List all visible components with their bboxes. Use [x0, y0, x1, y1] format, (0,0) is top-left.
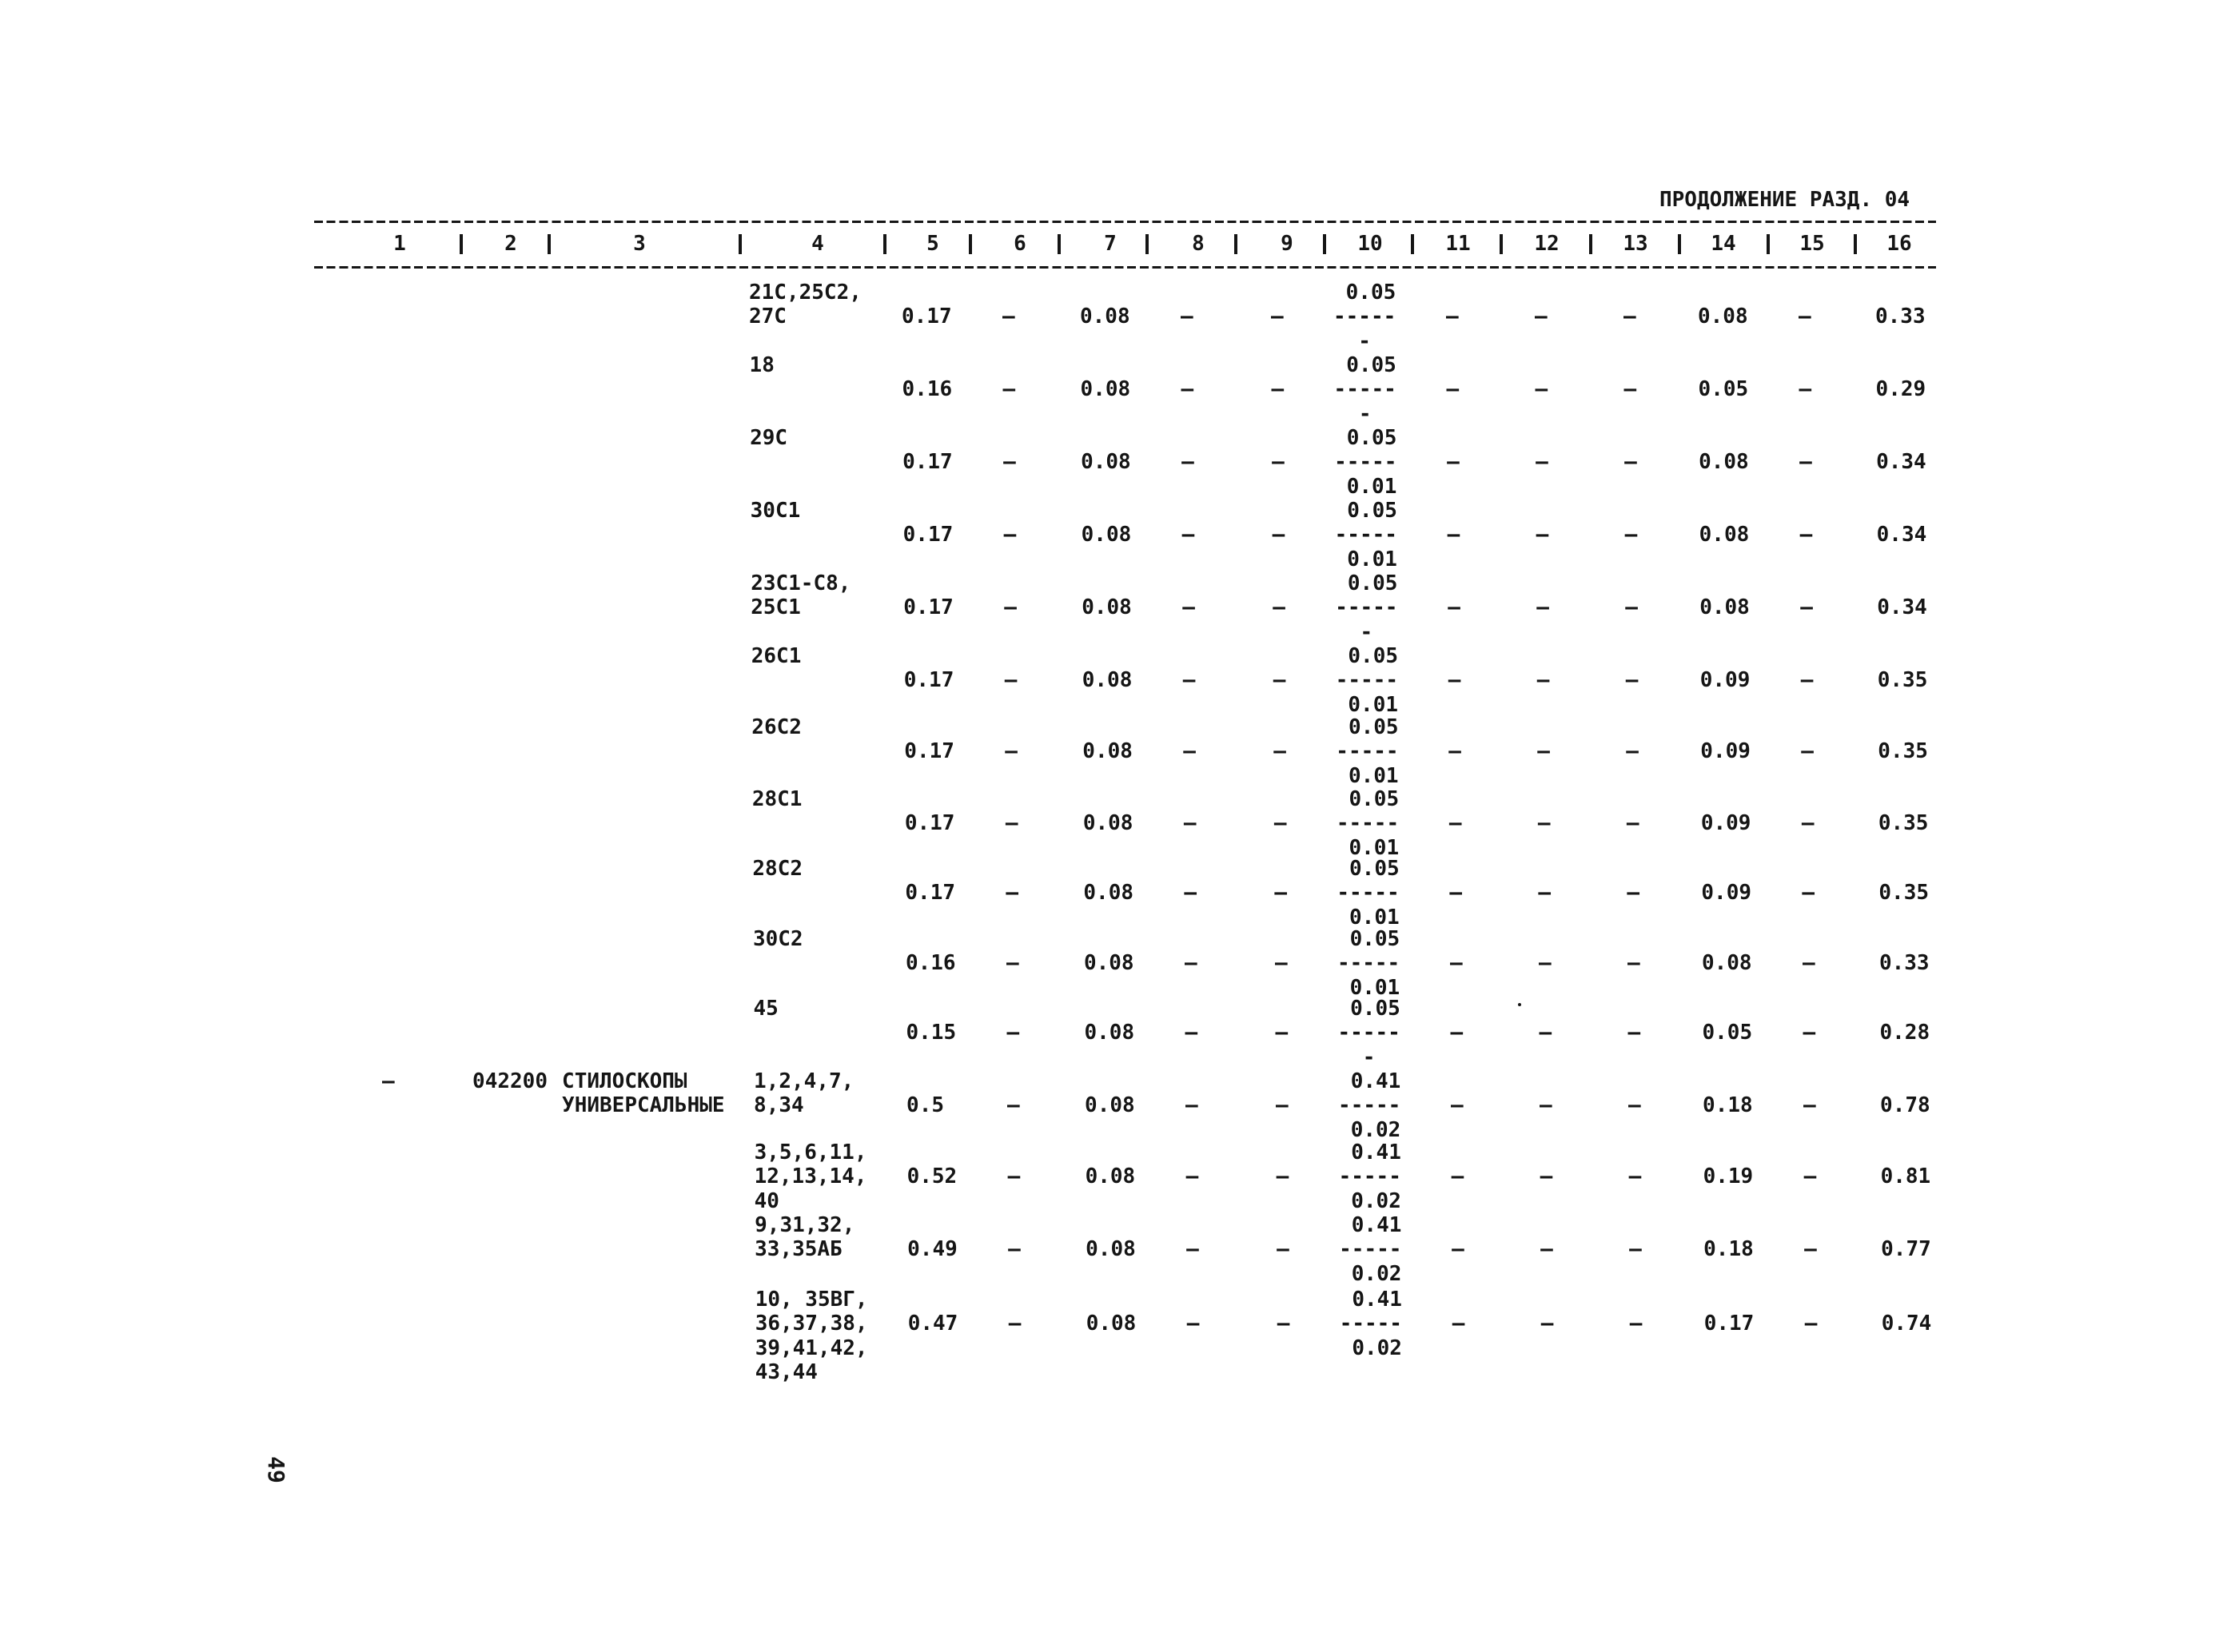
- column-7-value: 0.08: [1086, 1237, 1136, 1262]
- column-separator: [1323, 234, 1326, 254]
- variant-line: 43,44: [755, 1359, 818, 1384]
- page-number: 49: [263, 1456, 289, 1483]
- column-number-5: 5: [926, 232, 939, 256]
- column-5-value: 0.49: [907, 1237, 958, 1262]
- column-6-value: –: [1004, 668, 1018, 693]
- variant-line: 27С: [749, 305, 787, 329]
- column-9-value: –: [1277, 1237, 1289, 1262]
- column-12-value: –: [1536, 668, 1550, 693]
- column-13-value: –: [1626, 811, 1639, 836]
- column-8-value: –: [1186, 1237, 1199, 1262]
- column-15-value: –: [1799, 377, 1812, 402]
- column-14-value: 0.08: [1698, 305, 1748, 329]
- column-7-value: 0.08: [1080, 377, 1131, 402]
- column-10-fraction-bar: -----: [1334, 450, 1397, 475]
- column-10-denominator: -: [1360, 619, 1373, 644]
- column-8-value: –: [1183, 739, 1196, 764]
- item-marker: –: [382, 1069, 395, 1093]
- column-10-numerator: 0.41: [1350, 1069, 1401, 1093]
- column-separator: [969, 234, 972, 254]
- item-name-line: СТИЛОСКОПЫ: [562, 1069, 687, 1093]
- column-11-value: –: [1448, 668, 1461, 693]
- column-7-value: 0.08: [1085, 1164, 1136, 1189]
- column-16-value: 0.77: [1881, 1237, 1931, 1262]
- column-15-value: –: [1802, 951, 1815, 976]
- column-15-value: –: [1803, 1021, 1816, 1045]
- column-10-fraction-bar: -----: [1337, 1021, 1400, 1045]
- column-number-6: 6: [1014, 232, 1026, 256]
- column-9-value: –: [1275, 1021, 1289, 1045]
- column-14-value: 0.08: [1699, 450, 1749, 475]
- column-12-value: –: [1537, 811, 1551, 836]
- column-10-fraction-bar: -----: [1333, 377, 1396, 402]
- column-11-value: –: [1448, 739, 1461, 764]
- column-13-value: –: [1625, 595, 1638, 620]
- column-10-fraction-bar: -----: [1334, 523, 1397, 547]
- table-header-rule: [314, 266, 1936, 269]
- column-12-value: –: [1540, 1237, 1553, 1262]
- column-5-value: 0.17: [902, 450, 953, 475]
- column-13-value: –: [1624, 450, 1637, 475]
- column-7-value: 0.08: [1086, 1312, 1137, 1336]
- column-separator: [1411, 234, 1414, 254]
- column-16-value: 0.34: [1876, 450, 1926, 475]
- column-9-value: –: [1271, 305, 1284, 329]
- column-7-value: 0.08: [1085, 1093, 1135, 1118]
- column-9-value: –: [1271, 377, 1285, 402]
- column-separator: [1234, 234, 1237, 254]
- column-8-value: –: [1184, 951, 1197, 976]
- column-8-value: –: [1184, 881, 1197, 906]
- column-13-value: –: [1626, 739, 1639, 764]
- column-6-value: –: [1007, 1164, 1021, 1189]
- column-number-14: 14: [1711, 232, 1736, 256]
- column-10-fraction-bar: -----: [1337, 951, 1400, 976]
- column-10-numerator: 0.05: [1349, 927, 1400, 951]
- column-6-value: –: [1004, 595, 1017, 620]
- column-13-value: –: [1628, 1093, 1641, 1118]
- column-separator: [1678, 234, 1681, 254]
- column-6-value: –: [1002, 377, 1016, 402]
- variant-line: 3,5,6,11,: [754, 1140, 867, 1164]
- column-16-value: 0.28: [1879, 1021, 1930, 1045]
- column-10-denominator: 0.02: [1350, 1117, 1401, 1142]
- column-13-value: –: [1627, 881, 1640, 906]
- column-16-value: 0.74: [1881, 1312, 1932, 1336]
- column-14-value: 0.08: [1701, 951, 1752, 976]
- column-10-numerator: 0.05: [1347, 499, 1397, 523]
- column-11-value: –: [1452, 1312, 1465, 1336]
- column-5-value: 0.52: [906, 1164, 958, 1189]
- column-12-value: –: [1535, 305, 1548, 329]
- variant-line: 45: [753, 997, 779, 1021]
- column-11-value: –: [1450, 1021, 1464, 1045]
- column-8-value: –: [1183, 811, 1197, 836]
- column-5-value: 0.16: [902, 377, 953, 402]
- column-11-value: –: [1451, 1093, 1464, 1118]
- section-continuation-title: ПРОДОЛЖЕНИЕ РАЗД. 04: [1659, 188, 1910, 212]
- column-15-value: –: [1804, 1237, 1817, 1262]
- variant-line: 25С1: [751, 595, 801, 620]
- column-10-numerator: 0.05: [1346, 426, 1397, 450]
- column-8-value: –: [1185, 1093, 1198, 1118]
- variant-line: 40: [754, 1188, 779, 1213]
- variant-line: 39,41,42,: [755, 1336, 868, 1360]
- column-separator: [1854, 234, 1857, 254]
- column-6-value: –: [1005, 811, 1018, 836]
- column-5-value: 0.17: [902, 305, 952, 329]
- column-10-numerator: 0.05: [1345, 281, 1396, 305]
- column-number-13: 13: [1623, 232, 1648, 256]
- column-separator: [739, 234, 742, 254]
- column-number-15: 15: [1799, 232, 1825, 256]
- column-9-value: –: [1276, 1093, 1289, 1118]
- column-11-value: –: [1451, 1164, 1464, 1189]
- column-10-fraction-bar: -----: [1335, 668, 1399, 693]
- column-12-value: –: [1535, 377, 1548, 402]
- column-14-value: 0.09: [1700, 811, 1751, 836]
- column-16-value: 0.35: [1878, 881, 1930, 906]
- column-10-denominator: 0.02: [1351, 1261, 1402, 1286]
- variant-line: 30С2: [752, 927, 803, 951]
- column-11-value: –: [1447, 523, 1460, 547]
- variant-line: 28С1: [751, 787, 803, 811]
- column-number-16: 16: [1886, 232, 1912, 256]
- column-7-value: 0.08: [1080, 305, 1130, 329]
- column-11-value: –: [1446, 377, 1460, 402]
- column-9-value: –: [1272, 523, 1285, 547]
- column-15-value: –: [1800, 595, 1813, 620]
- column-10-denominator: 0.02: [1351, 1188, 1401, 1213]
- column-5-value: 0.17: [902, 523, 954, 547]
- column-separator: [1058, 234, 1061, 254]
- column-10-numerator: 0.41: [1351, 1213, 1402, 1237]
- column-10-numerator: 0.05: [1349, 787, 1400, 811]
- column-6-value: –: [1006, 881, 1019, 906]
- column-10-fraction-bar: -----: [1336, 811, 1400, 836]
- column-14-value: 0.19: [1703, 1164, 1754, 1189]
- variant-line: 26С1: [751, 644, 802, 668]
- variant-line: 18: [749, 353, 775, 377]
- column-10-numerator: 0.05: [1348, 644, 1399, 668]
- column-6-value: –: [1008, 1237, 1021, 1262]
- column-number-4: 4: [811, 232, 824, 256]
- column-7-value: 0.08: [1082, 811, 1133, 836]
- column-5-value: 0.16: [905, 951, 956, 976]
- column-5-value: 0.17: [903, 668, 954, 693]
- column-10-denominator: 0.01: [1348, 692, 1399, 717]
- column-10-fraction-bar: -----: [1336, 739, 1399, 764]
- column-5-value: 0.15: [906, 1021, 957, 1045]
- column-10-denominator: -: [1362, 1045, 1376, 1069]
- column-13-value: –: [1623, 377, 1637, 402]
- item-code: 042200: [472, 1069, 548, 1093]
- column-8-value: –: [1181, 523, 1195, 547]
- column-separator: [1589, 234, 1592, 254]
- column-8-value: –: [1182, 595, 1195, 620]
- column-11-value: –: [1448, 595, 1460, 620]
- column-5-value: 0.17: [905, 881, 956, 906]
- column-10-denominator: -: [1358, 401, 1372, 426]
- column-9-value: –: [1274, 951, 1288, 976]
- variant-line: 30С1: [750, 499, 801, 523]
- column-9-value: –: [1274, 881, 1288, 906]
- column-12-value: –: [1536, 523, 1549, 547]
- column-6-value: –: [1007, 1093, 1020, 1118]
- item-name-line: УНИВЕРСАЛЬНЫЕ: [562, 1093, 725, 1118]
- column-15-value: –: [1803, 1093, 1816, 1118]
- column-10-numerator: 0.05: [1350, 997, 1400, 1021]
- column-15-value: –: [1799, 523, 1813, 547]
- variant-line: 10, 35ВГ,: [755, 1288, 868, 1312]
- column-number-2: 2: [504, 232, 517, 256]
- column-14-value: 0.18: [1703, 1093, 1753, 1118]
- table-top-rule: [314, 221, 1936, 223]
- column-14-value: 0.08: [1699, 595, 1750, 620]
- variant-line: 26С2: [751, 715, 802, 739]
- variant-line: 33,35АБ: [755, 1237, 843, 1262]
- column-13-value: –: [1625, 668, 1639, 693]
- column-7-value: 0.08: [1082, 739, 1133, 764]
- column-10-denominator: 0.01: [1349, 975, 1400, 1000]
- column-14-value: 0.17: [1703, 1312, 1755, 1336]
- column-8-value: –: [1185, 1021, 1198, 1045]
- column-separator: [460, 234, 463, 254]
- column-10-denominator: 0.01: [1349, 835, 1400, 860]
- column-12-value: –: [1538, 881, 1552, 906]
- column-number-1: 1: [393, 232, 406, 256]
- column-14-value: 0.09: [1700, 739, 1751, 764]
- column-16-value: 0.34: [1876, 523, 1927, 547]
- variant-line: 1,2,4,7,: [754, 1069, 855, 1093]
- column-8-value: –: [1181, 377, 1194, 402]
- column-10-denominator: 0.01: [1349, 905, 1400, 929]
- column-15-value: –: [1800, 668, 1814, 693]
- column-9-value: –: [1273, 739, 1286, 764]
- column-12-value: –: [1540, 1312, 1554, 1336]
- variant-line: 28С2: [752, 857, 803, 881]
- column-10-denominator: 0.01: [1348, 763, 1399, 788]
- column-10-numerator: 0.05: [1347, 571, 1398, 595]
- variant-line: 9,31,32,: [755, 1213, 855, 1237]
- column-12-value: –: [1536, 595, 1549, 620]
- scan-speck: [1518, 1003, 1521, 1006]
- column-6-value: –: [1006, 1021, 1020, 1045]
- column-10-denominator: -: [1358, 328, 1371, 353]
- column-number-10: 10: [1357, 232, 1383, 256]
- column-16-value: 0.29: [1875, 377, 1926, 402]
- column-10-fraction-bar: -----: [1338, 1093, 1401, 1118]
- column-11-value: –: [1447, 450, 1460, 475]
- column-10-numerator: 0.05: [1348, 715, 1399, 739]
- column-9-value: –: [1272, 450, 1285, 475]
- column-6-value: –: [1002, 305, 1015, 329]
- column-16-value: 0.35: [1877, 668, 1928, 693]
- column-14-value: 0.18: [1703, 1237, 1754, 1262]
- column-12-value: –: [1538, 951, 1552, 976]
- column-10-fraction-bar: -----: [1338, 1164, 1401, 1189]
- column-13-value: –: [1628, 1164, 1642, 1189]
- column-13-value: –: [1623, 305, 1636, 329]
- column-12-value: –: [1536, 450, 1548, 475]
- column-14-value: 0.08: [1699, 523, 1750, 547]
- column-8-value: –: [1186, 1312, 1200, 1336]
- column-11-value: –: [1449, 951, 1463, 976]
- column-13-value: –: [1629, 1237, 1642, 1262]
- column-10-numerator: 0.05: [1346, 353, 1396, 377]
- column-number-12: 12: [1534, 232, 1560, 256]
- column-14-value: 0.05: [1702, 1021, 1753, 1045]
- column-5-value: 0.17: [904, 811, 955, 836]
- column-7-value: 0.08: [1083, 951, 1134, 976]
- column-9-value: –: [1273, 595, 1285, 620]
- column-10-fraction-bar: -----: [1339, 1312, 1402, 1336]
- column-14-value: 0.09: [1701, 881, 1752, 906]
- column-9-value: –: [1273, 668, 1286, 693]
- column-5-value: 0.47: [907, 1312, 958, 1336]
- column-8-value: –: [1181, 305, 1193, 329]
- column-10-fraction-bar: -----: [1333, 305, 1396, 329]
- column-6-value: –: [1005, 739, 1018, 764]
- column-separator: [548, 234, 551, 254]
- column-16-value: 0.33: [1878, 951, 1930, 976]
- column-16-value: 0.35: [1878, 739, 1928, 764]
- column-13-value: –: [1624, 523, 1638, 547]
- column-12-value: –: [1540, 1164, 1553, 1189]
- column-7-value: 0.08: [1081, 450, 1131, 475]
- column-separator: [1145, 234, 1149, 254]
- variant-line: 8,34: [754, 1093, 804, 1118]
- column-10-numerator: 0.05: [1349, 857, 1400, 881]
- column-7-value: 0.08: [1081, 523, 1132, 547]
- column-11-value: –: [1446, 305, 1459, 329]
- column-15-value: –: [1801, 739, 1814, 764]
- column-7-value: 0.08: [1082, 595, 1132, 620]
- column-9-value: –: [1273, 811, 1287, 836]
- column-10-denominator: 0.01: [1347, 547, 1397, 571]
- column-10-numerator: 0.41: [1351, 1140, 1401, 1164]
- column-number-9: 9: [1281, 232, 1293, 256]
- column-15-value: –: [1802, 881, 1815, 906]
- column-5-value: 0.17: [903, 595, 954, 620]
- column-5-value: 0.17: [904, 739, 954, 764]
- column-15-value: –: [1804, 1312, 1818, 1336]
- column-10-numerator: 0.41: [1352, 1288, 1402, 1312]
- column-number-7: 7: [1104, 232, 1117, 256]
- column-13-value: –: [1629, 1312, 1643, 1336]
- variant-line: 29С: [750, 426, 788, 450]
- column-16-value: 0.78: [1880, 1093, 1930, 1118]
- column-number-11: 11: [1445, 232, 1471, 256]
- column-16-value: 0.33: [1875, 305, 1926, 329]
- column-10-denominator: 0.02: [1352, 1336, 1402, 1360]
- column-12-value: –: [1537, 739, 1550, 764]
- column-10-fraction-bar: -----: [1335, 595, 1398, 620]
- variant-line: 36,37,38,: [755, 1312, 868, 1336]
- column-10-denominator: 0.01: [1346, 474, 1397, 499]
- column-9-value: –: [1276, 1164, 1289, 1189]
- column-16-value: 0.34: [1877, 595, 1927, 620]
- column-15-value: –: [1803, 1164, 1817, 1189]
- column-11-value: –: [1449, 881, 1463, 906]
- column-9-value: –: [1277, 1312, 1290, 1336]
- column-16-value: 0.81: [1880, 1164, 1931, 1189]
- column-7-value: 0.08: [1082, 668, 1133, 693]
- column-11-value: –: [1448, 811, 1462, 836]
- column-15-value: –: [1799, 450, 1812, 475]
- column-separator: [1767, 234, 1770, 254]
- column-number-3: 3: [633, 232, 646, 256]
- column-13-value: –: [1627, 1021, 1641, 1045]
- column-7-value: 0.08: [1084, 1021, 1135, 1045]
- column-6-value: –: [1003, 450, 1016, 475]
- column-15-value: –: [1799, 305, 1811, 329]
- column-15-value: –: [1801, 811, 1815, 836]
- variant-line: 21С,25С2,: [749, 281, 862, 305]
- column-8-value: –: [1185, 1164, 1199, 1189]
- variant-line: 12,13,14,: [754, 1164, 867, 1189]
- column-6-value: –: [1008, 1312, 1022, 1336]
- column-14-value: 0.05: [1698, 377, 1749, 402]
- column-10-fraction-bar: -----: [1337, 881, 1400, 906]
- column-13-value: –: [1627, 951, 1640, 976]
- variant-line: 23С1-С8,: [751, 571, 851, 595]
- column-6-value: –: [1006, 951, 1019, 976]
- column-12-value: –: [1539, 1021, 1552, 1045]
- column-separator: [1500, 234, 1503, 254]
- column-8-value: –: [1182, 668, 1196, 693]
- column-11-value: –: [1452, 1237, 1464, 1262]
- column-5-value: 0.5: [906, 1093, 945, 1118]
- column-10-fraction-bar: -----: [1339, 1237, 1402, 1262]
- column-6-value: –: [1003, 523, 1017, 547]
- column-12-value: –: [1540, 1093, 1552, 1118]
- column-separator: [883, 234, 886, 254]
- column-14-value: 0.09: [1699, 668, 1751, 693]
- column-7-value: 0.08: [1083, 881, 1134, 906]
- column-16-value: 0.35: [1878, 811, 1929, 836]
- column-number-8: 8: [1192, 232, 1205, 256]
- column-8-value: –: [1181, 450, 1194, 475]
